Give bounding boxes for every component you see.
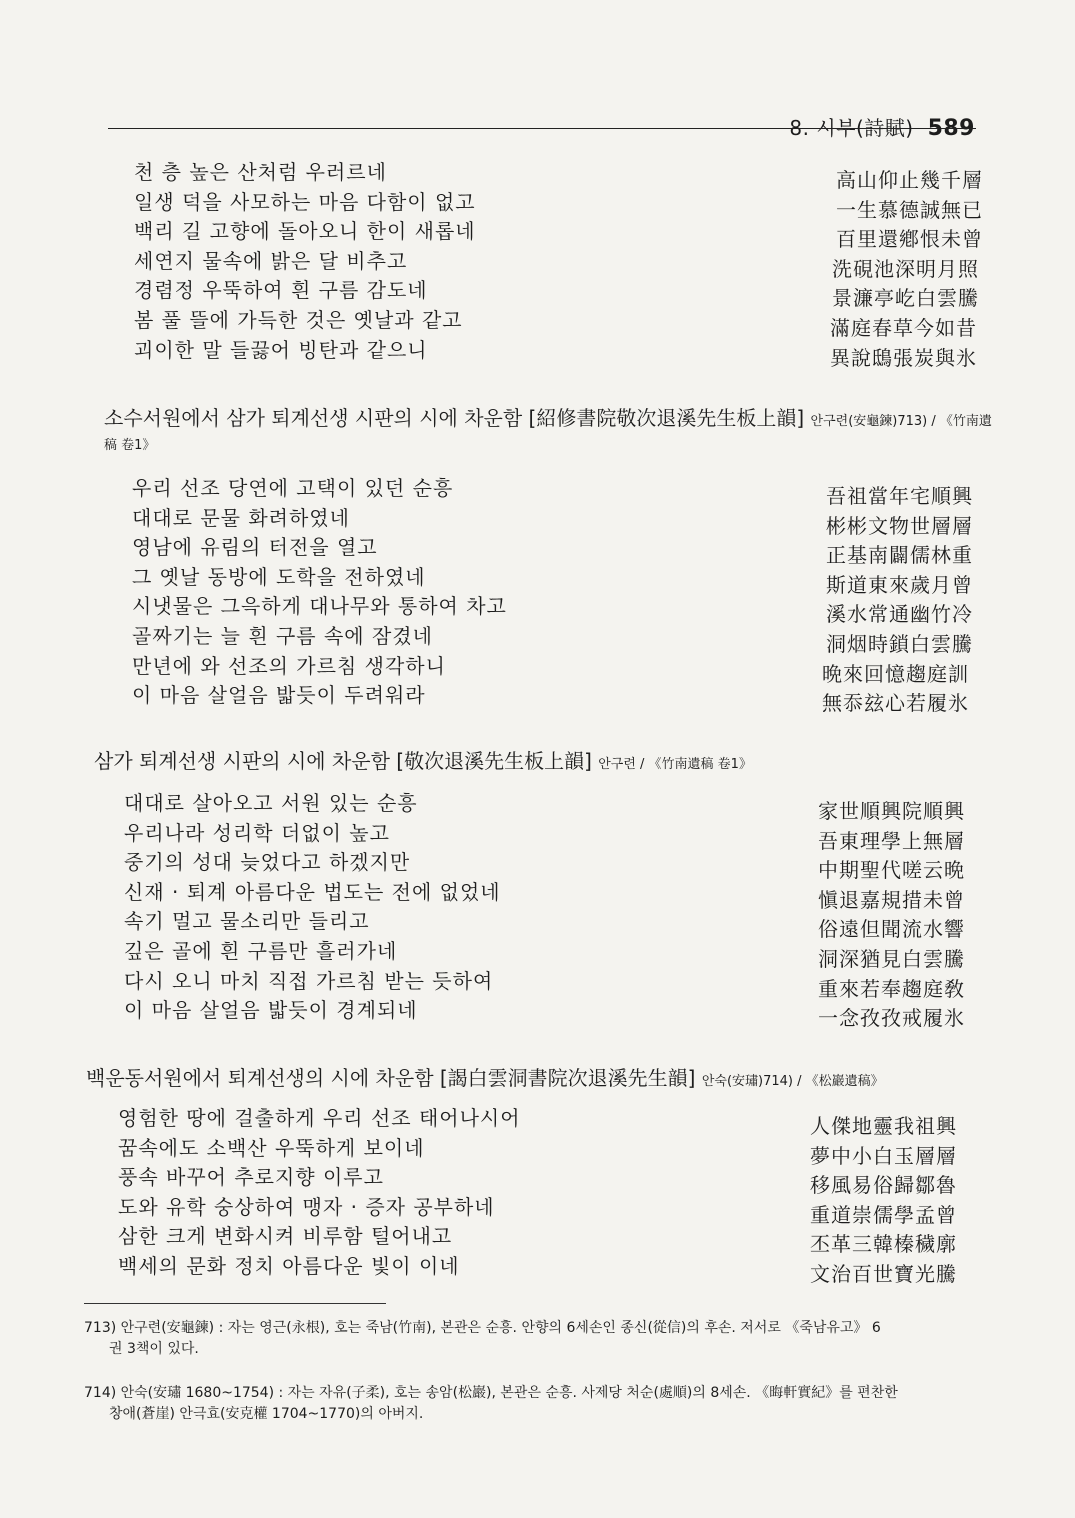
korean-verse: 경렴정 우뚝하여 흰 구름 감도네 <box>134 278 428 303</box>
hanja-verse: 洗硯池深明月照 <box>832 256 979 281</box>
hanja-verse: 文治百世寶光騰 <box>810 1261 957 1286</box>
hanja-verse: 人傑地靈我祖興 <box>810 1114 957 1138</box>
korean-verse: 괴이한 말 들끓어 빙탄과 같으니 <box>134 337 428 362</box>
footnote-text-cont: 권 3책이 있다. <box>109 1341 199 1357</box>
poem-line <box>0 679 1075 716</box>
korean-verse: 세연지 물속에 밝은 달 비추고 <box>134 248 408 273</box>
hanja-verse: 高山仰止幾千層 <box>836 168 983 192</box>
korean-verse: 다시 오니 마치 직접 가르침 받는 듯하여 <box>124 968 494 993</box>
korean-verse: 백리 길 고향에 돌아오니 한이 새롭네 <box>134 219 476 244</box>
korean-verse: 천 층 높은 산처럼 우러르네 <box>134 160 387 184</box>
page-number: 589 <box>927 116 975 141</box>
poem-line <box>0 186 1075 222</box>
hanja-verse: 夢中小白玉層層 <box>810 1143 957 1168</box>
hanja-verse: 移風易俗歸鄒魯 <box>810 1173 957 1198</box>
hanja-verse: 無忝玆心若履氷 <box>822 691 969 716</box>
poem-line <box>0 1102 1075 1138</box>
poem-line <box>0 334 1075 370</box>
hanja-verse: 溪水常通幽竹冷 <box>826 602 973 627</box>
header-rule <box>108 128 976 129</box>
korean-verse: 골짜기는 늘 흰 구름 속에 잠겼네 <box>132 623 433 648</box>
poem-line <box>0 876 1075 912</box>
footnote-text-cont: 창애(蒼崖) 안극효(安克權 1704~1770)의 아버지. <box>109 1406 424 1422</box>
korean-verse: 삼한 크게 변화시켜 비루함 털어내고 <box>118 1224 453 1249</box>
hanja-verse: 吾東理學上無層 <box>818 828 965 853</box>
footnote-text: 714) 안숙(安璛 1680~1754) : 자는 자유(子柔), 호는 송암(松巖), 본관은 순흥. 사제당 처순(處順)의 8세손. 《晦軒實紀》를 편찬한 <box>84 1385 898 1401</box>
poem-line <box>0 994 1075 1031</box>
korean-verse: 이 마음 살얼음 밟듯이 경계되네 <box>124 998 418 1023</box>
korean-verse: 대대로 살아오고 서원 있는 순흥 <box>124 791 418 815</box>
poem-line <box>0 935 1075 971</box>
korean-verse: 도와 유학 숭상하여 맹자 · 증자 공부하네 <box>118 1194 495 1219</box>
poem-line <box>0 846 1075 883</box>
poem-line <box>0 1161 1075 1198</box>
korean-verse: 깊은 골에 흰 구름만 흘러가네 <box>124 938 398 963</box>
korean-verse: 시냇물은 그윽하게 대나무와 통하여 차고 <box>132 594 507 619</box>
hanja-verse: 俗遠但聞流水響 <box>818 917 965 942</box>
poem-source: 안구련 / 《竹南遺稿 卷1》 <box>598 757 752 772</box>
section-title: 8. 시부(詩賦) <box>789 116 914 140</box>
footnote-rule <box>84 1303 386 1304</box>
korean-verse: 풍속 바꾸어 추로지향 이루고 <box>118 1165 384 1190</box>
korean-verse: 꿈속에도 소백산 우뚝하게 보이네 <box>118 1135 425 1160</box>
poem-line <box>0 502 1075 538</box>
poem-4 <box>0 1102 1075 1286</box>
hanja-verse: 彬彬文物世層層 <box>826 513 973 538</box>
hanja-verse: 重來若奉趨庭敎 <box>818 976 965 1001</box>
poem-4-title <box>86 1062 884 1091</box>
poem-line <box>0 905 1075 942</box>
running-head <box>789 112 975 141</box>
hanja-verse: 洞深猶見白雲騰 <box>818 946 965 971</box>
poem-line <box>0 965 1075 1001</box>
poem-3 <box>0 787 1075 1031</box>
poem-title-text: 소수서원에서 삼가 퇴계선생 시판의 시에 차운함 [紹修書院敬次退溪先生板上韻] <box>104 406 805 430</box>
hanja-verse: 一生慕德誠無已 <box>836 197 983 222</box>
poem-2-title <box>104 402 992 431</box>
poem-line <box>0 274 1075 311</box>
hanja-verse: 家世順興院順興 <box>818 799 965 823</box>
poem-line <box>0 1250 1075 1286</box>
poem-title-text: 삼가 퇴계선생 시판의 시에 차운함 [敬次退溪先生板上韻] <box>94 749 592 773</box>
korean-verse: 만년에 와 선조의 가르침 생각하니 <box>132 653 446 678</box>
hanja-verse: 斯道東來歲月曾 <box>826 572 973 597</box>
poem-line <box>0 787 1075 823</box>
poem-line <box>0 531 1075 568</box>
poem-1 <box>0 156 1075 370</box>
poem-3-title <box>94 745 752 774</box>
korean-verse: 봄 풀 뜰에 가득한 것은 옛날과 같고 <box>134 307 463 332</box>
hanja-verse: 洞烟時鎖白雲騰 <box>826 631 973 656</box>
poem-line <box>0 650 1075 686</box>
hanja-verse: 丕革三韓榛穢廓 <box>810 1232 957 1257</box>
korean-verse: 신재 · 퇴계 아름다운 법도는 전에 없었네 <box>124 879 501 904</box>
korean-verse: 중기의 성대 늦었다고 하겠지만 <box>124 850 411 875</box>
hanja-verse: 晩來回憶趨庭訓 <box>822 661 969 686</box>
poem-line <box>0 620 1075 656</box>
footnote-text: 713) 안구련(安龜鍊) : 자는 영근(永根), 호는 죽남(竹南), 본관은 순흥. 안향의 6세손인 종신(從信)의 후손. 저서로 《죽남유고》 6 <box>84 1320 881 1336</box>
korean-verse: 대대로 문물 화려하였네 <box>132 505 350 530</box>
korean-verse: 속기 멀고 물소리만 들리고 <box>124 909 370 934</box>
poem-line <box>0 1191 1075 1227</box>
hanja-verse: 滿庭春草今如昔 <box>830 315 977 340</box>
korean-verse: 그 옛날 동방에 도학을 전하였네 <box>132 564 426 589</box>
poem-line <box>0 156 1075 192</box>
korean-verse: 우리 선조 당연에 고택이 있던 순흥 <box>132 476 454 500</box>
korean-verse: 영남에 유림의 터전을 열고 <box>132 535 378 560</box>
korean-verse: 일생 덕을 사모하는 마음 다함이 없고 <box>134 189 476 214</box>
poem-title-text: 백운동서원에서 퇴계선생의 시에 차운함 [謁白雲洞書院次退溪先生韻] <box>86 1066 696 1090</box>
footnote-714 <box>84 1383 964 1425</box>
poem-2 <box>0 472 1075 716</box>
poem-line <box>0 245 1075 281</box>
poem-source: 안구련(安龜鍊)713) / 《竹南遺 <box>810 414 992 429</box>
korean-verse: 백세의 문화 정치 아름다운 빛이 이네 <box>118 1253 460 1278</box>
korean-verse: 영험한 땅에 걸출하게 우리 선조 태어나시어 <box>118 1106 521 1130</box>
poem-line <box>0 472 1075 508</box>
poem-line <box>0 215 1075 252</box>
poem-line <box>0 1132 1075 1168</box>
poem-line <box>0 590 1075 627</box>
poem-line <box>0 304 1075 340</box>
poem-line <box>0 561 1075 597</box>
hanja-verse: 異說鴟張炭與氷 <box>830 345 977 370</box>
poem-source: 안숙(安璛)714) / 《松巖遺稿》 <box>701 1074 884 1089</box>
korean-verse: 이 마음 살얼음 밟듯이 두려워라 <box>132 683 426 708</box>
hanja-verse: 正基南闢儒林重 <box>826 543 973 568</box>
hanja-verse: 吾祖當年宅順興 <box>826 484 973 508</box>
hanja-verse: 重道崇儒學孟曾 <box>810 1202 957 1227</box>
hanja-verse: 一念孜孜戒履氷 <box>818 1006 965 1031</box>
hanja-verse: 景濂亭屹白雲騰 <box>832 286 979 311</box>
hanja-verse: 中期聖代嗟云晩 <box>818 858 965 883</box>
hanja-verse: 百里還鄕恨未曾 <box>836 227 983 252</box>
footnote-713 <box>84 1318 964 1360</box>
poem-source-cont: 稿 卷1》 <box>104 438 156 453</box>
hanja-verse: 愼退嘉規措未曾 <box>818 887 965 912</box>
poem-line <box>0 1220 1075 1257</box>
korean-verse: 우리나라 성리학 더없이 높고 <box>124 820 390 845</box>
poem-line <box>0 817 1075 853</box>
